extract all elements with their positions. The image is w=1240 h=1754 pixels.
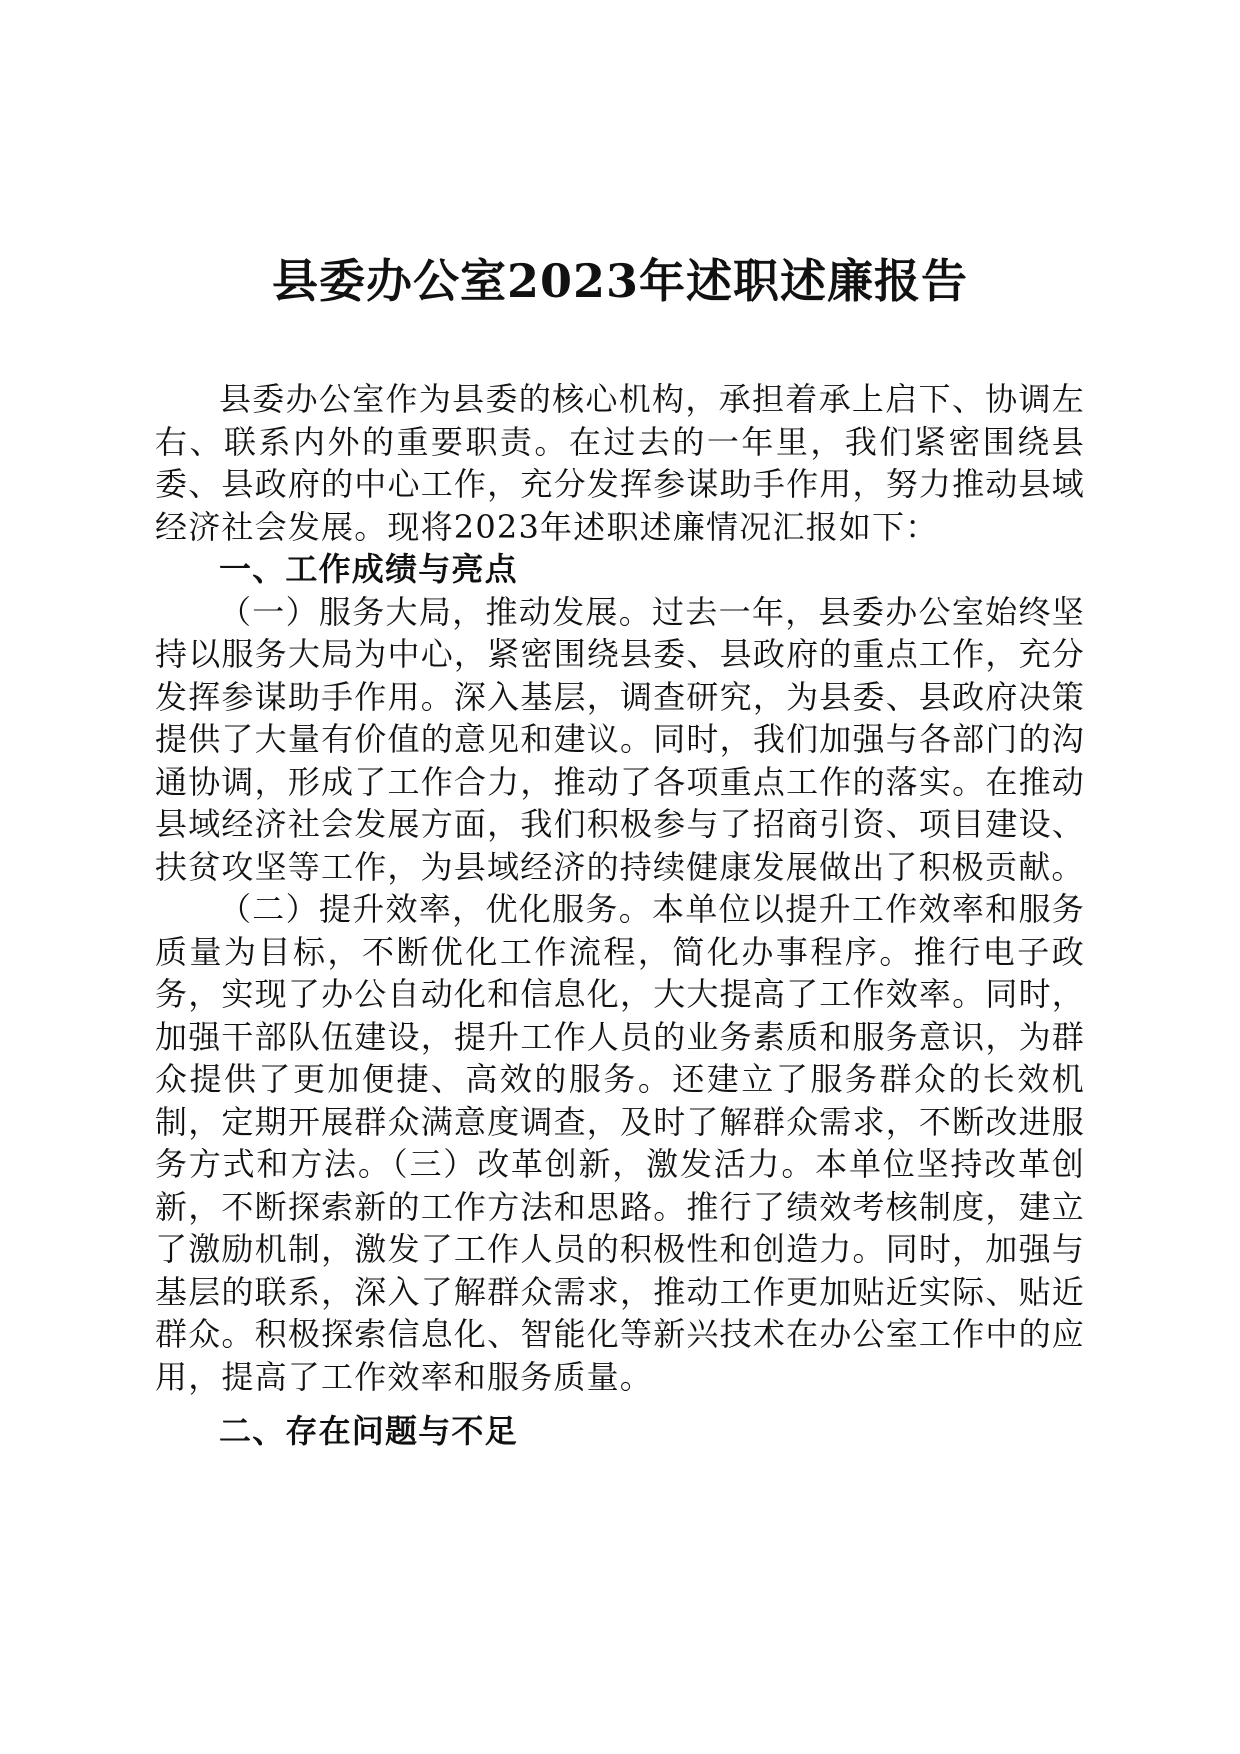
- intro-paragraph: 县委办公室作为县委的核心机构，承担着承上启下、协调左右、联系内外的重要职责。在过去的一年里，我们紧密围绕县委、县政府的中心工作，充分发挥参谋助手作用，努力推动县域经济社会发展。现将2023年述职述廉情况汇报如下：: [155, 380, 1085, 546]
- section-heading-achievements: 一、工作成绩与亮点: [219, 550, 518, 588]
- section-heading-problems: 二、存在问题与不足: [219, 1412, 518, 1450]
- paragraph-improve-efficiency: （二）提升效率，优化服务。本单位以提升工作效率和服务质量为目标，不断优化工作流程，简化办事程序。推行电子政务，实现了办公自动化和信息化，大大提高了工作效率。同时，加强干部队伍建设，提升工作人员的业务素质和服务意识，为群众提供了更加便捷、高效的服务。还建立了服务群众的长效机制，定期开展群众满意度调查，及时了解群众需求，不断改进服务方式和方法。（三）改革创新，激发活力。本单位坚持改革创新，不断探索新的工作方法和思路。推行了绩效考核制度，建立了激励机制，激发了工作人员的积极性和创造力。同时，加强与基层的联系，深入了解群众需求，推动工作更加贴近实际、贴近群众。积极探索信息化、智能化等新兴技术在办公室工作中的应用，提高了工作效率和服务质量。: [155, 890, 1085, 1396]
- paragraph-serve-overall: （一）服务大局，推动发展。过去一年，县委办公室始终坚持以服务大局为中心，紧密围绕县委、县政府的重点工作，充分发挥参谋助手作用。深入基层，调查研究，为县委、县政府决策提供了大量有价值的意见和建议。同时，我们加强与各部门的沟通协调，形成了工作合力，推动了各项重点工作的落实。在推动县域经济社会发展方面，我们积极参与了招商引资、项目建设、扶贫攻坚等工作，为县域经济的持续健康发展做出了积极贡献。: [155, 592, 1085, 886]
- document-body: [155, 378, 1085, 1453]
- document-title: 县委办公室2023年述职述廉报告: [271, 254, 969, 308]
